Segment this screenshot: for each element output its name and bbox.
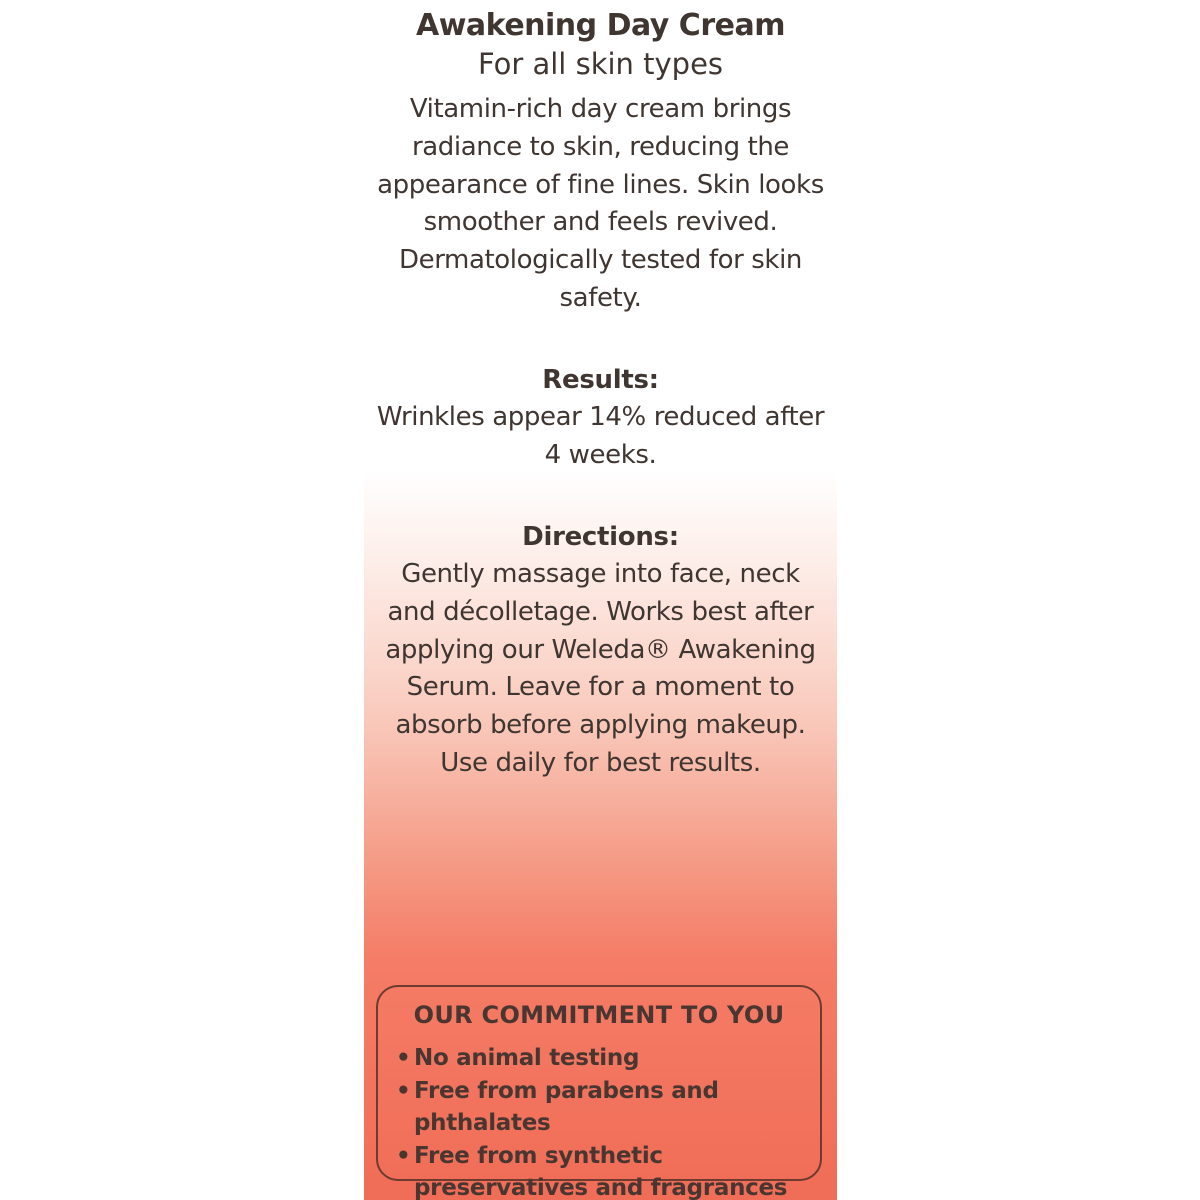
commitment-title: OUR COMMITMENT TO YOU xyxy=(413,1001,785,1029)
commitment-list xyxy=(396,1042,820,1200)
product-subtitle: For all skin types xyxy=(477,47,724,81)
product-description: Vitamin-rich day cream brings radiance to skin, reducing the appearance of fine lines. Skin looks smoother and feels revived. Dermatologically tested for skin safety. xyxy=(377,94,824,313)
list-item xyxy=(396,1140,820,1200)
directions-text: Gently massage into face, neck and décolletage. Works best after applying our Weleda® Awakening Serum. Leave for a moment to absorb before applying makeup. Use daily for best results. xyxy=(385,559,816,778)
results-text: Wrinkles appear 14% reduced after 4 weeks. xyxy=(376,402,825,470)
commitment-item-label: Free from parabens and phthalates xyxy=(414,1077,719,1136)
list-item xyxy=(396,1075,820,1140)
bullet-icon: • xyxy=(396,1045,411,1071)
bullet-icon: • xyxy=(396,1142,411,1169)
list-item xyxy=(396,1042,820,1075)
product-title: Awakening Day Cream xyxy=(416,8,785,43)
directions-heading: Directions: xyxy=(522,522,679,552)
commitment-item-label: Free from synthetic preservatives and fragrances xyxy=(414,1142,788,1200)
commitment-box xyxy=(376,985,822,1200)
results-heading: Results: xyxy=(542,365,659,395)
commitment-item-label: No animal testing xyxy=(414,1045,640,1071)
bullet-icon: • xyxy=(396,1077,411,1104)
